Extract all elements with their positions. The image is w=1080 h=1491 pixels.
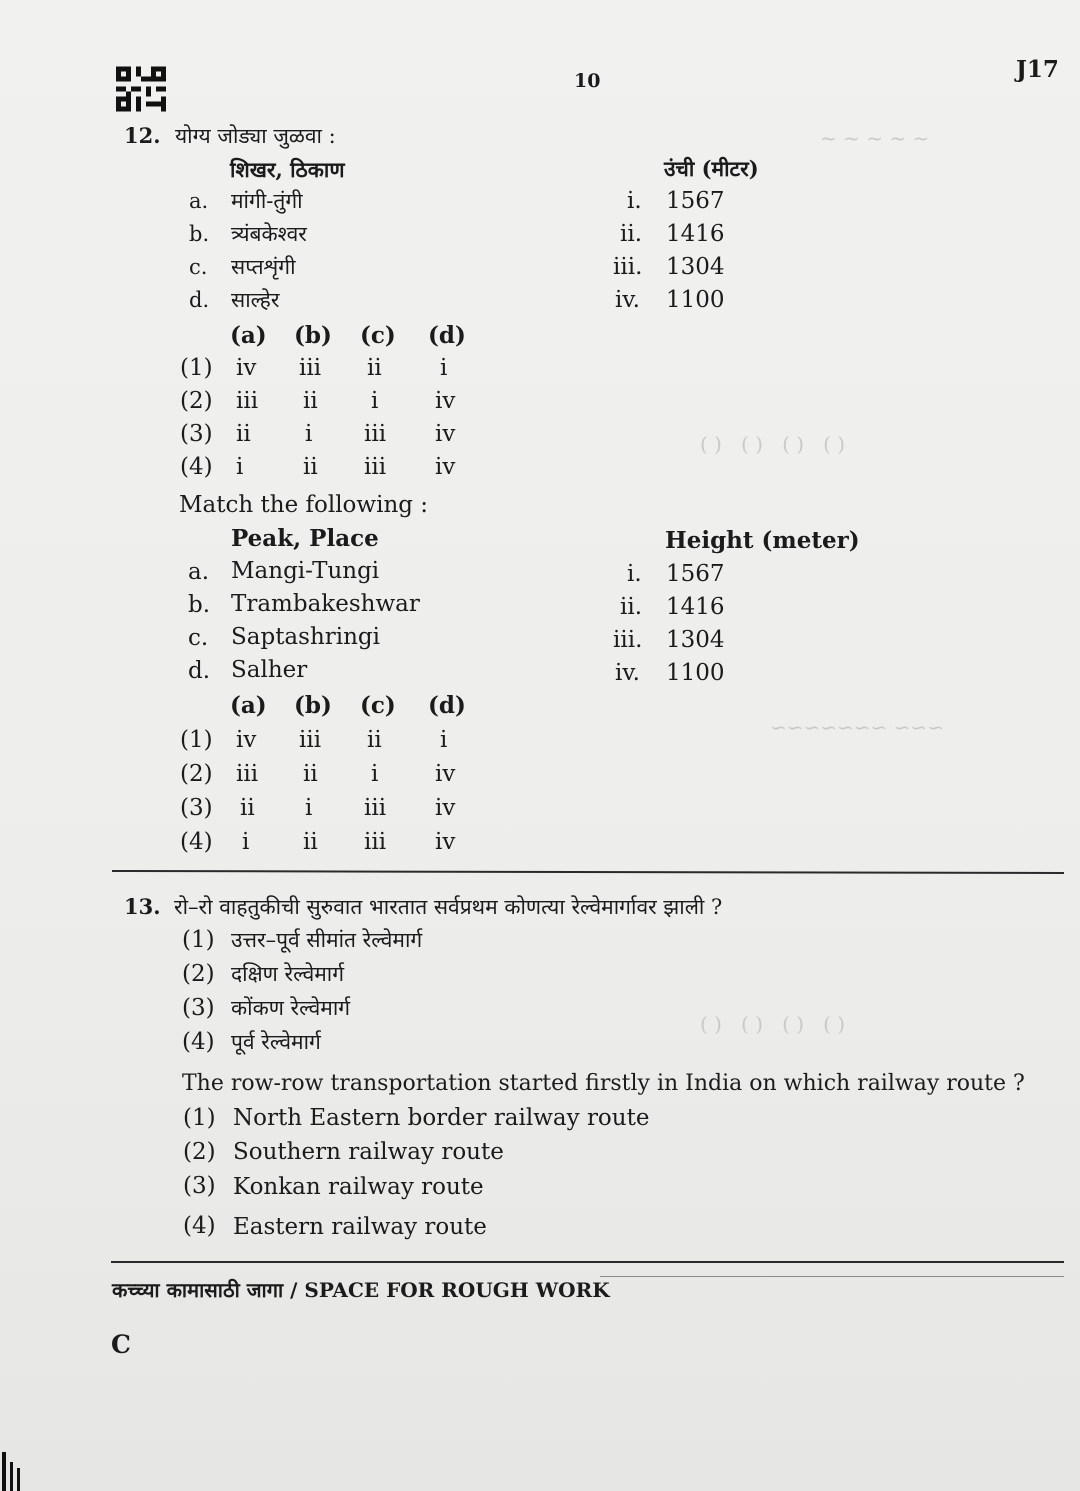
answer-cell: iii — [236, 388, 259, 414]
option-number[interactable]: (2) — [183, 1139, 216, 1165]
list-item-text: मांगी-तुंगी — [231, 189, 303, 213]
page-edge-marks-icon — [0, 1448, 30, 1491]
list-item-key: ii. — [620, 221, 643, 247]
list-item-key: d. — [189, 288, 210, 312]
answer-cell: i — [371, 388, 379, 414]
question-prompt: रो–रो वाहतुकीची सुरुवात भारतात सर्वप्रथम कोणत्या रेल्वेमार्गावर झाली ? — [174, 895, 723, 919]
list-item-text: 1304 — [666, 627, 725, 653]
column-heading-right: Height (meter) — [665, 527, 860, 554]
option-text[interactable]: दक्षिण रेल्वेमार्ग — [231, 962, 345, 986]
list-item-text: Trambakeshwar — [231, 591, 420, 617]
list-item-key: iii. — [613, 254, 643, 280]
answer-cell: iv — [435, 421, 456, 447]
answer-cell: ii — [303, 829, 318, 855]
answer-option-number[interactable]: (2) — [180, 761, 213, 787]
series-letter: C — [111, 1330, 131, 1359]
column-heading-right: उंची (मीटर) — [664, 156, 759, 181]
list-item-key: d. — [188, 658, 211, 684]
bleed-through-text: ( ) ( ) ( ) ( ) — [700, 1012, 846, 1036]
answer-column-head: (d) — [428, 322, 466, 349]
option-number[interactable]: (3) — [182, 995, 215, 1021]
answer-cell: iv — [435, 388, 456, 414]
list-item-text: Salher — [231, 657, 308, 683]
rough-work-rule — [600, 1276, 1064, 1277]
answer-cell: iv — [435, 761, 456, 787]
option-number[interactable]: (2) — [182, 961, 215, 987]
answer-cell: iv — [236, 727, 257, 753]
option-number[interactable]: (1) — [183, 1105, 216, 1131]
list-item-text: 1100 — [666, 660, 725, 686]
list-item-text: Saptashringi — [231, 624, 381, 650]
list-item-text: साल्हेर — [231, 288, 280, 312]
list-item-key: i. — [627, 561, 642, 587]
question-number: 13. — [124, 894, 161, 919]
bleed-through-text: ~~~ ~~~~~~~ — [770, 715, 944, 739]
answer-cell: iv — [435, 454, 456, 480]
option-text[interactable]: Konkan railway route — [233, 1174, 484, 1200]
bleed-through-text: ~ ~ ~ ~ ~ — [820, 126, 930, 150]
answer-option-number[interactable]: (3) — [180, 795, 213, 821]
list-item-key: b. — [188, 592, 211, 618]
answer-column-head: (b) — [294, 322, 332, 349]
answer-column-head: (d) — [428, 692, 466, 719]
list-item-text: 1100 — [666, 287, 725, 313]
answer-cell: iii — [364, 454, 387, 480]
option-number[interactable]: (4) — [182, 1029, 215, 1055]
answer-cell: ii — [303, 388, 318, 414]
list-item-key: i. — [627, 188, 642, 214]
answer-cell: ii — [367, 727, 382, 753]
rough-work-label: कच्च्या कामासाठी जागा / SPACE FOR ROUGH WORK — [112, 1278, 610, 1302]
list-item-text: त्र्यंबकेश्वर — [231, 222, 307, 246]
answer-cell: iii — [364, 829, 387, 855]
answer-cell: ii — [367, 355, 382, 381]
list-item-text: 1416 — [666, 221, 725, 247]
list-item-key: ii. — [620, 594, 643, 620]
question-prompt-english: Match the following : — [179, 492, 429, 518]
answer-cell: ii — [303, 454, 318, 480]
answer-column-head: (b) — [294, 692, 332, 719]
answer-option-number[interactable]: (2) — [180, 388, 213, 414]
list-item-key: c. — [188, 625, 209, 651]
list-item-text: Mangi-Tungi — [231, 558, 380, 584]
answer-cell: iv — [435, 829, 456, 855]
option-text[interactable]: Eastern railway route — [233, 1214, 487, 1240]
answer-option-number[interactable]: (4) — [180, 829, 213, 855]
answer-cell: ii — [240, 795, 255, 821]
answer-cell: iii — [299, 355, 322, 381]
list-item-key: iv. — [615, 660, 640, 686]
answer-cell: iii — [364, 795, 387, 821]
answer-column-head: (c) — [360, 692, 396, 719]
answer-column-head: (a) — [230, 692, 267, 719]
answer-option-number[interactable]: (3) — [180, 421, 213, 447]
answer-cell: ii — [303, 761, 318, 787]
list-item-text: 1416 — [666, 594, 725, 620]
answer-option-number[interactable]: (1) — [180, 727, 213, 753]
answer-cell: i — [440, 355, 448, 381]
bleed-through-text: ( ) ( ) ( ) ( ) — [700, 432, 846, 456]
option-number[interactable]: (4) — [183, 1213, 216, 1239]
answer-cell: iii — [364, 421, 387, 447]
option-text[interactable]: Southern railway route — [233, 1139, 504, 1165]
rough-work-divider — [111, 1261, 1064, 1263]
qr-code-icon — [116, 66, 166, 112]
list-item-text: 1567 — [666, 188, 725, 214]
answer-cell: iv — [236, 355, 257, 381]
answer-cell: i — [305, 421, 313, 447]
column-heading-left: शिखर, ठिकाण — [230, 157, 345, 182]
question-prompt-english: The row-row transportation started firstly in India on which railway route ? — [182, 1071, 1025, 1096]
list-item-key: a. — [188, 559, 210, 585]
answer-column-head: (c) — [360, 322, 396, 349]
list-item-text: 1567 — [666, 561, 725, 587]
answer-column-head: (a) — [230, 322, 267, 349]
list-item-key: iii. — [613, 627, 643, 653]
answer-cell: ii — [236, 421, 251, 447]
answer-cell: i — [236, 454, 244, 480]
answer-cell: iii — [299, 727, 322, 753]
page-number: 10 — [574, 70, 601, 92]
option-number[interactable]: (1) — [182, 927, 215, 953]
answer-cell: i — [371, 761, 379, 787]
answer-cell: i — [305, 795, 313, 821]
paper-code: J17 — [1016, 56, 1059, 83]
option-text[interactable]: North Eastern border railway route — [233, 1105, 650, 1131]
column-heading-left: Peak, Place — [231, 525, 379, 552]
answer-cell: iv — [435, 795, 456, 821]
list-item-text: 1304 — [666, 254, 725, 280]
list-item-key: a. — [189, 189, 209, 213]
answer-option-number[interactable]: (4) — [180, 454, 213, 480]
question-number: 12. — [124, 123, 161, 148]
list-item-key: c. — [189, 255, 208, 279]
answer-option-number[interactable]: (1) — [180, 355, 213, 381]
list-item-text: सप्तशृंगी — [231, 255, 296, 279]
option-text[interactable]: उत्तर–पूर्व सीमांत रेल्वेमार्ग — [231, 928, 423, 952]
list-item-key: iv. — [615, 287, 640, 313]
answer-cell: i — [242, 829, 250, 855]
option-text[interactable]: कोंकण रेल्वेमार्ग — [231, 996, 351, 1020]
option-text[interactable]: पूर्व रेल्वेमार्ग — [231, 1030, 321, 1054]
answer-cell: iii — [236, 761, 259, 787]
option-number[interactable]: (3) — [183, 1173, 216, 1199]
question-prompt: योग्य जोड्या जुळवा : — [175, 124, 336, 148]
answer-cell: i — [440, 727, 448, 753]
list-item-key: b. — [189, 222, 210, 246]
section-divider — [112, 870, 1064, 874]
